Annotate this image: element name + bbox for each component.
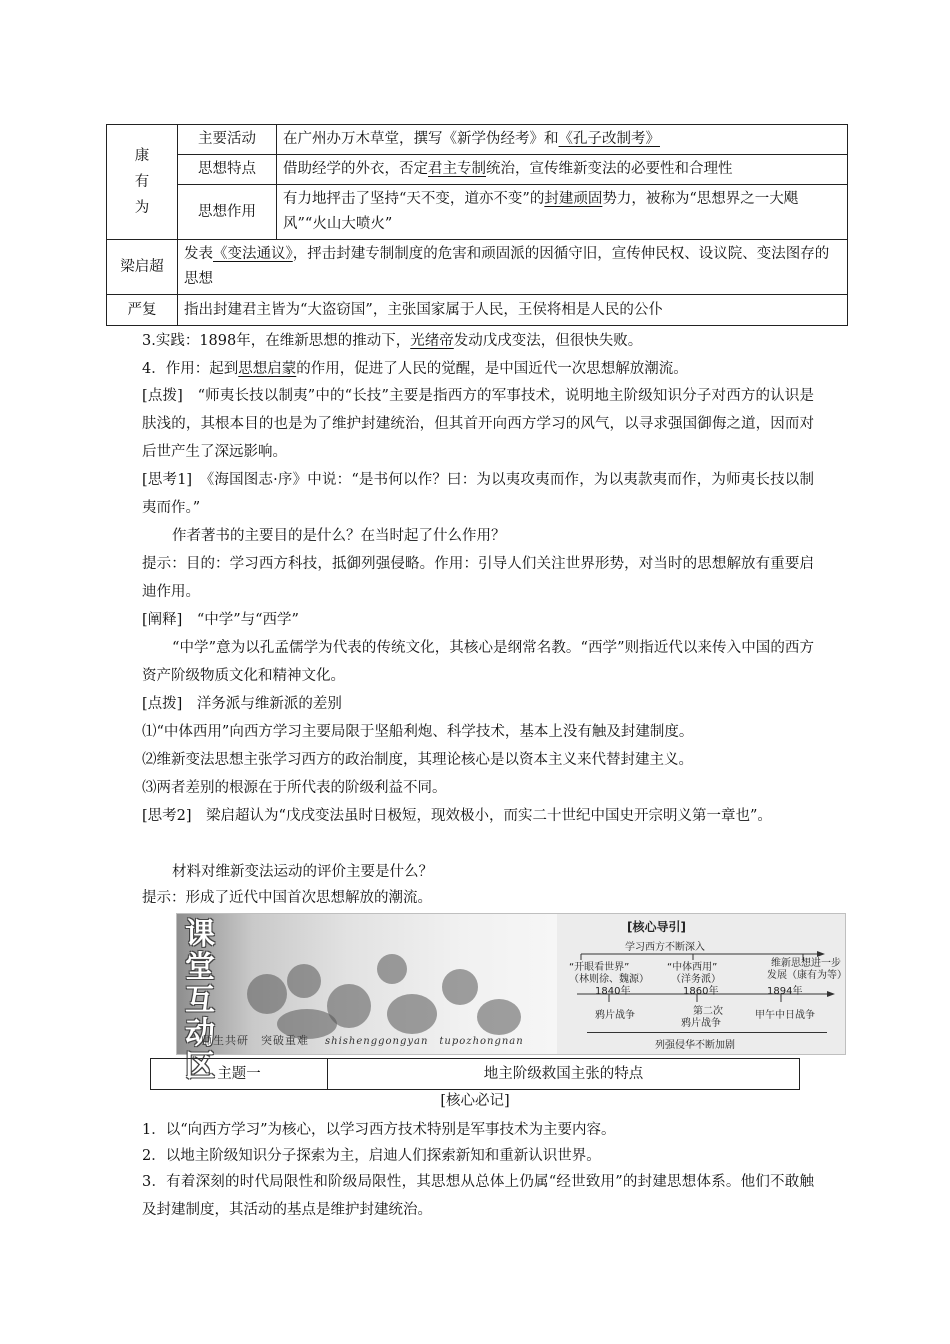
tip-heading-2: [点拨] 洋务派与维新派的差别: [142, 696, 342, 712]
event-2: 第二次: [693, 1006, 723, 1017]
explain-heading: [阐释] “中学”与“西学”: [142, 612, 299, 628]
table-row: [107, 155, 848, 185]
bottom-note: 列强侵华不断加剧: [655, 1040, 735, 1051]
hint-2: 提示：形成了近代中国首次思想解放的潮流。: [142, 890, 432, 906]
topic-title: 地主阶级救国主张的特点: [483, 1066, 644, 1082]
guide-heading: [核心导引]: [627, 920, 686, 934]
explain-paragraph: “中学”意为以孔孟儒学为代表的传统文化，其核心是纲常名教。“西学”则指近代以来传入中国的西方资产阶级物质文化和精神文化。: [142, 640, 814, 684]
think-paragraph-1: [思考1] 《海国图志·序》中说：“是书何以作？曰：为以夷攻夷而作，为以夷款夷而作，为师夷长技以制夷而作。”: [142, 472, 814, 516]
node-3-sub: 发展（康有为等）: [767, 970, 847, 981]
question-1: 作者著书的主要目的是什么？在当时起了什么作用？: [172, 528, 506, 544]
yan-fu-cell: 严复: [107, 295, 178, 326]
row-label: 思想特点: [178, 155, 277, 185]
event-3: 甲午中日战争: [755, 1010, 815, 1021]
year-1894: 1894年: [767, 986, 803, 997]
banner-subtitle: 师生共研 突破重难: [201, 1034, 309, 1047]
diff-item-2: ⑵维新变法思想主张学习西方的政治制度，其理论核心是以资本主义来代替封建主义。: [142, 752, 693, 768]
node-3: 维新思想进一步: [771, 958, 841, 969]
node-2-sub: （洋务派）: [671, 974, 721, 985]
kang-youwei-cell: 康 有 为: [107, 125, 178, 240]
event-2-sub: 鸦片战争: [681, 1018, 721, 1029]
row-content: 借助经学的外衣，否定君主专制统治，宣传维新变法的必要性和合理性: [277, 155, 848, 185]
tip-paragraph-1: [点拨] “师夷长技以制夷”中的“长技”主要是指西方的军事技术，说明地主阶级知识分子对西方的认识是肤浅的，其根本目的也是为了维护封建统治，但其首开向西方学习的风气，以寻求强国御侮之道，因而对后世产生了深远影响。: [142, 388, 814, 460]
core-item-2: 2．以地主阶级知识分子探索为主，启迪人们探索新知和重新认识世界。: [142, 1148, 601, 1164]
row-content: 指出封建君主皆为“大盗窃国”，主张国家属于人民，王侯将相是人民的公仆: [178, 295, 848, 326]
row-content: 在广州办万木草堂，撰写《新学伪经考》和《孔子改制考》: [277, 125, 848, 155]
year-1840: 1840年: [595, 986, 631, 997]
node-2: “中体西用”: [667, 962, 718, 973]
hint-1: 提示：目的：学习西方科技，抵御列强侵略。作用：引导人们关注世界形势，对当时的思想解放有重要启迪作用。: [142, 556, 814, 600]
think-paragraph-2: [思考2] 梁启超认为“戊戌变法虽时日极短，现效极小，而实二十世纪中国史开宗明义第一章也”。: [142, 808, 772, 824]
topic-table: [150, 1058, 800, 1090]
row-label: 思想作用: [178, 185, 277, 240]
year-1860: 1860年: [683, 986, 719, 997]
node-1: “开眼看世界”: [569, 962, 630, 973]
row-content: 有力地抨击了坚持“天不变，道亦不变”的封建顽固势力，被称为“思想界之一大飓风”“火山大喷火”: [277, 185, 848, 240]
table-row: [107, 185, 848, 240]
node-1-sub: （林则徐、魏源）: [569, 974, 649, 985]
core-item-3: 3．有着深刻的时代局限性和阶级局限性，其思想从总体上仍属“经世致用”的封建思想体系。他们不敢触及封建制度，其活动的基点是维护封建统治。: [142, 1174, 814, 1218]
banner-title: 课堂互动区: [185, 917, 215, 1084]
flow-label: 学习西方不断深入: [625, 942, 705, 953]
liang-qichao-cell: 梁启超: [107, 240, 178, 295]
row-content: 发表《变法通议》，抨击封建专制制度的危害和顽固派的因循守旧，宣传伸民权、设议院、变法图存的思想: [178, 240, 848, 295]
question-2: 材料对维新变法运动的评价主要是什么？: [172, 864, 433, 880]
thinkers-table: [106, 124, 848, 326]
table-row: [107, 295, 848, 326]
banner-pinyin: shishenggongyan tupozhongnan: [325, 1036, 524, 1047]
table-row: [107, 125, 848, 155]
diff-item-3: ⑶两者差别的根源在于所代表的阶级利益不同。: [142, 780, 447, 796]
event-1: 鸦片战争: [595, 1010, 635, 1021]
topic-number: 主题一: [151, 1059, 328, 1089]
practice-line: 3.实践：1898年，在维新思想的推动下，光绪帝发动戊戌变法，但很快失败。: [142, 333, 643, 349]
core-item-1: 1．以“向西方学习”为核心，以学习西方技术特别是军事技术为主要内容。: [142, 1122, 616, 1138]
diff-item-1: ⑴“中体西用”向西方学习主要局限于坚船利炮、科学技术，基本上没有触及封建制度。: [142, 724, 694, 740]
table-row: [107, 240, 848, 295]
row-label: 主要活动: [178, 125, 277, 155]
effect-line: 4．作用：起到思想启蒙的作用，促进了人民的觉醒，是中国近代一次思想解放潮流。: [142, 361, 688, 377]
core-heading: [核心必记]: [440, 1093, 510, 1109]
